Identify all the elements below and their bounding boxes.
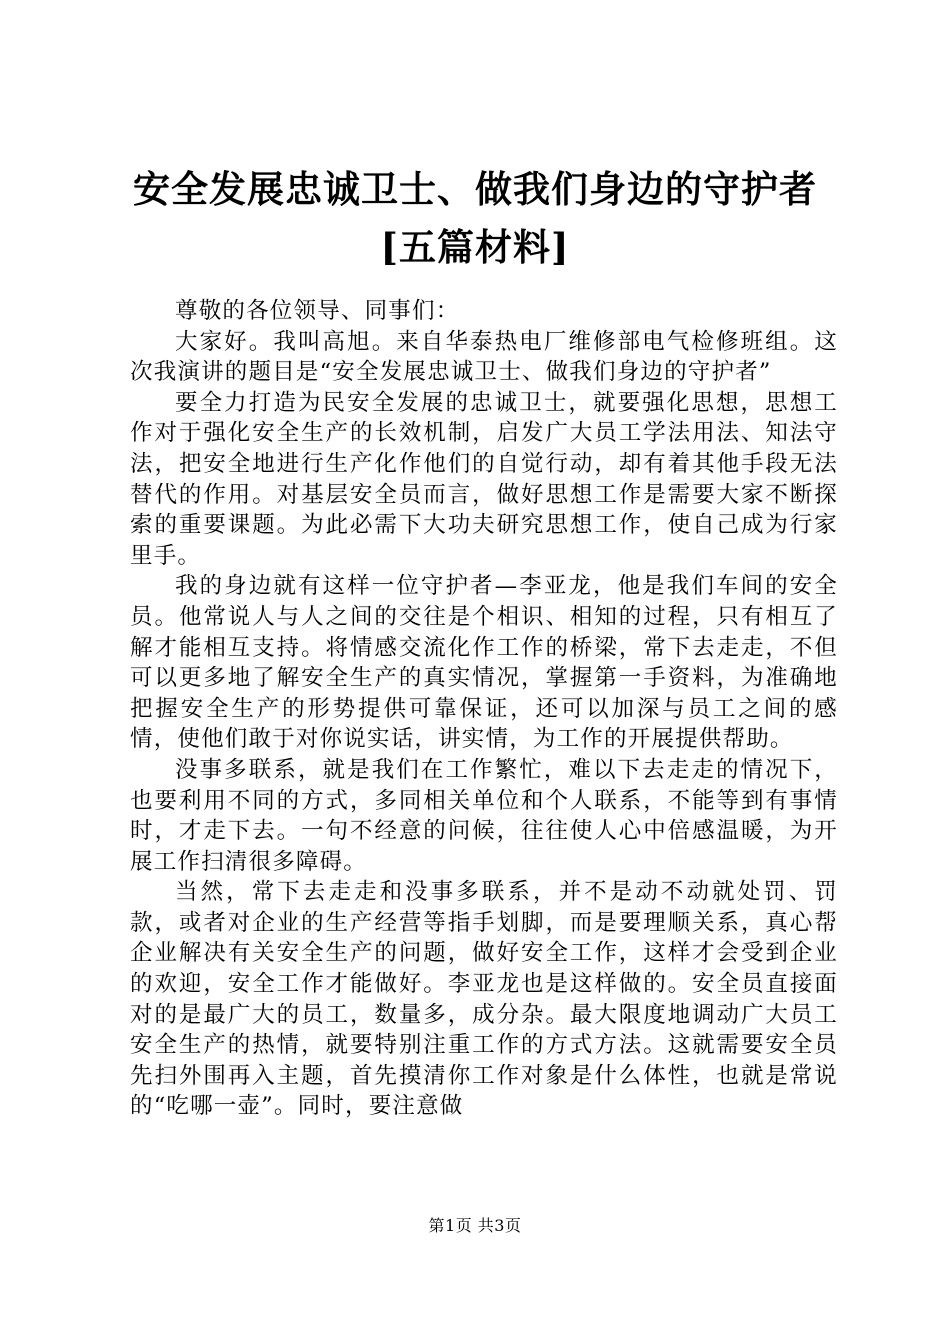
- body-paragraph: 我的身边就有这样一位守护者—李亚龙，他是我们车间的安全员。他常说人与人之间的交往是个相识、相知的过程，只有相互了解才能相互支持。将情感交流化作工作的桥梁，常下去走走，不但可以更多地了解安全生产的真实情况，掌握第一手资料，为准确地把握安全生产的形势提供可靠保证，还可以加深与员工之间的感情，使他们敢于对你说实话，讲实情，为工作的开展提供帮助。: [130, 573, 838, 753]
- body-paragraph: 当然，常下去走走和没事多联系，并不是动不动就处罚、罚款，或者对企业的生产经营等指手划脚，而是要理顺关系，真心帮企业解决有关安全生产的问题，做好安全工作，这样才会受到企业的欢迎，安全工作才能做好。李亚龙也是这样做的。安全员直接面对的是最广大的员工，数量多，成分杂。最大限度地调动广大员工安全生产的热情，就要特别注重工作的方式方法。这就需要安全员先扫外围再入主题，首先摸清你工作对象是什么体性，也就是常说的“吃哪一壶”。同时，要注意做: [130, 879, 838, 1120]
- body-paragraph: 要全力打造为民安全发展的忠诚卫士，就要强化思想，思想工作对于强化安全生产的长效机制，启发广大员工学法用法、知法守法，把安全地进行生产化作他们的自觉行动，却有着其他手段无法替代的作用。对基层安全员而言，做好思想工作是需要大家不断探索的重要课题。为此必需下大功夫研究思想工作，使自己成为行家里手。: [130, 389, 838, 569]
- salutation-paragraph: 尊敬的各位领导、同事们：: [175, 298, 460, 324]
- document-body: [130, 296, 838, 1122]
- page-number-footer: 第1页 共3页: [428, 1216, 522, 1235]
- body-paragraph: 没事多联系，就是我们在工作繁忙，难以下去走走的情况下，也要利用不同的方式，多同相关单位和个人联系，不能等到有事情时，才走下去。一句不经意的问候，往往使人心中倍感温暖，为开展工作扫清很多障碍。: [130, 756, 838, 875]
- body-paragraph: 大家好。我叫高旭。来自华泰热电厂维修部电气检修班组。这次我演讲的题目是“安全发展忠诚卫士、做我们身边的守护者”: [130, 328, 838, 386]
- document-title: 安全发展忠诚卫士、做我们身边的守护者[五篇材料]: [133, 167, 817, 269]
